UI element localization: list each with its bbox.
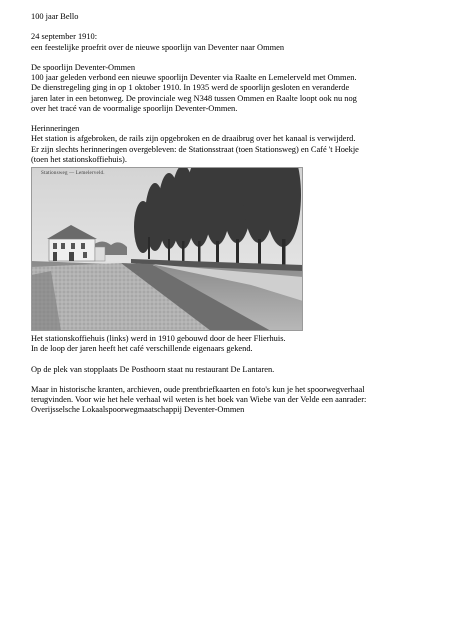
closing-line: Maar in historische kranten, archieven, oude prentbriefkaarten en foto's kun je het spoorwegverhaal bbox=[31, 384, 365, 394]
date-text: een feestelijke proefrit over de nieuwe spoorlijn van Deventer naar Ommen bbox=[31, 42, 285, 52]
historic-photo bbox=[31, 167, 303, 331]
paragraph-line: jaren later in een betonweg. De provinciale weg N348 tussen Ommen en Raalte loopt ook nu nog bbox=[31, 93, 357, 103]
posthoorn-line: Op de plek van stopplaats De Posthoorn staat nu restaurant De Lantaren. bbox=[31, 364, 275, 374]
paragraph-line: Het station is afgebroken, de rails zijn opgebroken en de draaibrug over het kanaal is verwijderd. bbox=[31, 134, 356, 144]
paragraph-line: Er zijn slechts herinneringen overgebleven: de Stationsstraat (toen Stationsweg) en Café 't Hoekje bbox=[31, 144, 359, 154]
photo-caption-line: In de loop der jaren heeft het café verschillende eigenaars gekend. bbox=[31, 344, 253, 354]
date-heading: 24 september 1910: bbox=[31, 32, 98, 42]
document-title: 100 jaar Bello bbox=[31, 12, 79, 21]
section-heading-herinneringen: Herinneringen bbox=[31, 124, 80, 134]
paragraph-line: 100 jaar geleden verbond een nieuwe spoorlijn Deventer via Raalte en Lemelerveld met Ommen. bbox=[31, 73, 357, 83]
document-page bbox=[31, 12, 431, 416]
section-heading-spoorlijn: De spoorlijn Deventer-Ommen bbox=[31, 62, 136, 72]
photo-caption-line: Het stationskoffiehuis (links) werd in 1910 gebouwd door de heer Flierhuis. bbox=[31, 334, 286, 343]
paragraph-line: De dienstregeling ging in op 1 oktober 1910. In 1935 werd de spoorlijn gesloten en veranderde bbox=[31, 83, 350, 93]
paragraph-line: over het tracé van de voormalige spoorlijn Deventer-Ommen. bbox=[31, 103, 238, 113]
photo-inscription: Stationsweg — Lemelerveld. bbox=[41, 171, 105, 176]
closing-line: terugvinden. Voor wie het hele verhaal wil weten is het boek van Wiebe van der Velde een aanrader: bbox=[31, 395, 367, 405]
paragraph-line: (toen het stationskoffiehuis). bbox=[31, 154, 127, 164]
closing-line: Overijsselsche Lokaalspoorwegmaatschappij Deventer-Ommen bbox=[31, 405, 245, 415]
